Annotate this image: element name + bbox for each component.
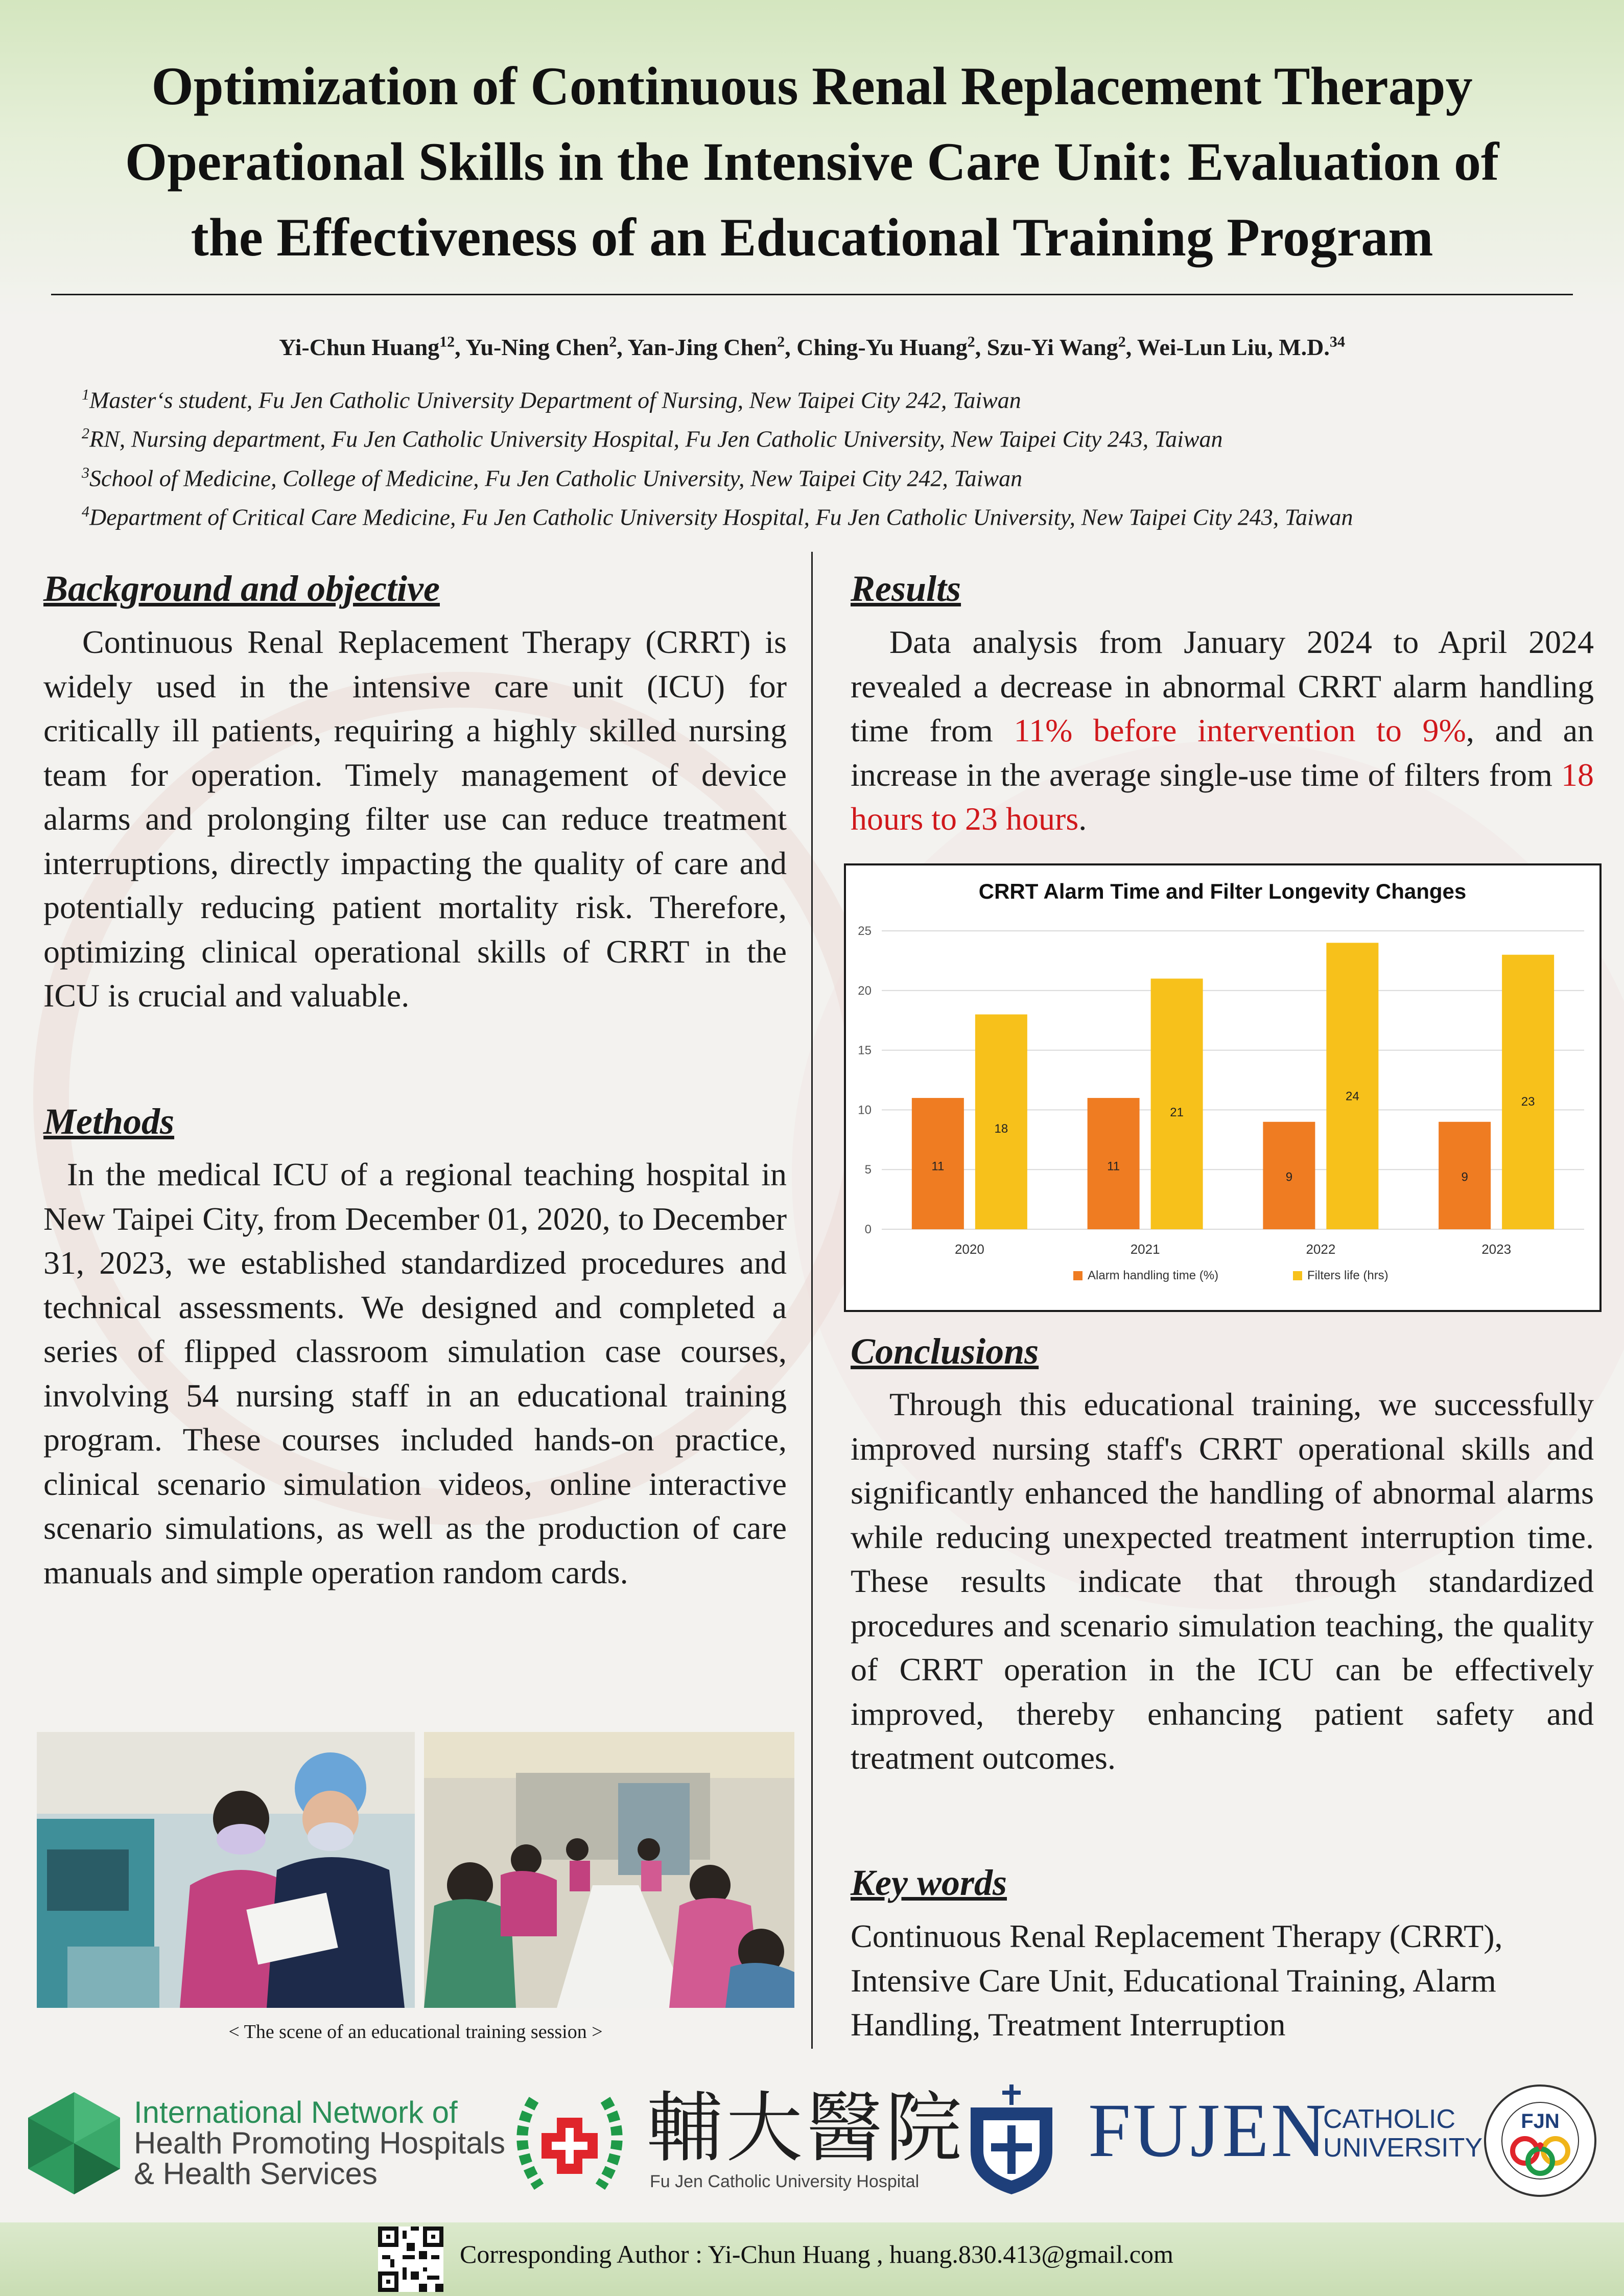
y-tick-label: 15 [858,1043,872,1058]
keywords-heading: Key words [851,1862,1007,1903]
chart-bar [1326,943,1378,1229]
bar-value-label: 23 [1521,1095,1535,1109]
nursing-seal-icon [1481,2079,1599,2202]
corresponding-author: Corresponding Author : Yi-Chun Huang , huang.830.413@gmail.com [460,2240,1173,2268]
title-line: Optimization of Continuous Renal Replacement Therapy [151,56,1473,116]
author: Yan-Jing Chen$^2$, [627,334,797,361]
y-tick-label: 25 [858,924,872,938]
qr-code-icon[interactable] [378,2227,443,2292]
chart-svg [846,865,1599,1310]
bar-value-label: 9 [1461,1170,1468,1184]
legend-label: Alarm handling time (%) [1088,1269,1219,1282]
column-divider [811,552,813,2049]
affiliation: $^1$Master‘s student, Fu Jen Catholic University Department of Nursing, New Taipei City 242, Taiwan [82,386,1021,413]
hospital-logo-cn: 輔大醫院 [646,2085,966,2171]
hph-logo-text: International Network of Health Promoting Hospitals & Health Services [134,2095,506,2191]
results-chart [844,863,1602,1312]
results-text: Data analysis from January 2024 to April 2024 revealed a decrease in abnormal CRRT alarm handling time from 11% before intervention to 9%, and an increase in the average single-use time of filters from 18 hours to 23 hours. [851,624,1594,837]
background-text: Continuous Renal Replacement Therapy (CRRT) is widely used in the intensive care unit (ICU) for critically ill patients, requiring a highly skilled nursing team for operation. Timely management of device alarms and prolonging filter use can reduce treatment interruptions, directly impacting the quality of care and potentially reducing patient mortality risk. Therefore, optimizing clinical operational skills of CRRT in the ICU is crucial and valuable. [43,624,787,1014]
affiliation: $^3$School of Medicine, College of Medicine, Fu Jen Catholic University, New Taipei City 242, Taiwan [82,464,1023,491]
bar-value-label: 24 [1346,1089,1359,1104]
affiliation-list [82,378,1563,534]
author-list [51,327,1573,363]
conclusions-text: Through this educational training, we successfully improved nursing staff's CRRT operational skills and significantly enhanced the handling of abnormal alarms while reducing unexpected treatment interruption time. These results indicate that through standardized procedures and scenario simulation teaching, the quality of CRRT operation in the ICU can be effectively improved, thereby enhancing patient safety and treatment outcomes. [851,1386,1594,1776]
hph-globe-icon [23,2090,125,2197]
fujen-logo-wordmark: FUJEN [1088,2088,1329,2173]
affiliation: $^4$Department of Critical Care Medicine, Fu Jen Catholic University Hospital, Fu Jen Catholic University, New Taipei City 243, Taiwan [82,503,1353,530]
y-tick-label: 20 [858,983,872,998]
author: Yi-Chun Huang$^{12}$, [279,334,466,361]
background-heading: Background and objective [43,568,440,609]
legend-swatch [1293,1271,1302,1280]
methods-text: In the medical ICU of a regional teaching hospital in New Taipei City, from December 01, 2020, to December 31, 2023, we established standardized procedures and technical assessments. We designed and completed a series of flipped classroom simulation case courses, involving 54 nursing staff in an educational training program. These courses included hands-on practice, clinical scenario simulation videos, online interactive scenario simulations, as well as the production of care manuals and simple operation random cards. [43,1156,787,1590]
y-tick-label: 10 [858,1103,872,1117]
keywords-text: Continuous Renal Replacement Therapy (CRRT), Intensive Care Unit, Educational Training, Alarm Handling, Treatment Interruption [851,1918,1503,2043]
chart-bar [1502,955,1554,1229]
bar-value-label: 18 [994,1121,1008,1136]
laurel-cross-icon [503,2090,636,2197]
author: Ching-Yu Huang$^2$, [796,334,987,361]
bar-value-label: 11 [931,1159,945,1174]
conclusions-heading: Conclusions [851,1331,1039,1372]
title-divider [51,294,1573,295]
bar-value-label: 11 [1107,1159,1120,1174]
training-photo-1 [37,1732,415,2008]
bar-value-label: 21 [1170,1106,1184,1120]
results-highlight-alarm: 11% before intervention to 9% [1014,712,1466,748]
y-tick-label: 5 [864,1163,872,1177]
legend-swatch [1073,1271,1082,1280]
bar-value-label: 9 [1285,1170,1293,1184]
photo-caption: < The scene of an educational training session > [228,2021,603,2043]
title-line: Operational Skills in the Intensive Care Unit: Evaluation of [125,132,1499,192]
chart-bar [1151,978,1203,1229]
author: Szu-Yi Wang$^2$, [986,334,1137,361]
seal-fjn-text: FJN [1521,2110,1560,2133]
fujen-logo-subtitle: CATHOLIC UNIVERSITY [1323,2104,1483,2163]
x-tick-label: 2022 [1306,1241,1336,1257]
affiliation: $^2$RN, Nursing department, Fu Jen Catholic University Hospital, Fu Jen Catholic University, New Taipei City 243, Taiwan [82,425,1223,452]
legend-label: Filters life (hrs) [1307,1269,1388,1282]
y-tick-label: 0 [864,1223,872,1236]
methods-heading: Methods [43,1101,175,1142]
training-photo-2 [424,1732,794,2008]
hospital-logo-en: Fu Jen Catholic University Hospital [650,2172,920,2191]
author: Yu-Ning Chen$^2$, [465,334,628,361]
author: Wei-Lun Liu, M.D.$^{34}$ [1137,334,1345,361]
results-highlight-filter: 18 hours to 23 hours [851,756,1594,837]
x-tick-label: 2023 [1481,1241,1512,1257]
x-tick-label: 2021 [1130,1241,1160,1257]
fujen-shield-icon [960,2084,1063,2197]
x-tick-label: 2020 [954,1241,984,1257]
poster-title [51,49,1573,275]
title-line: the Effectiveness of an Educational Training Program [191,207,1433,267]
chart-title: CRRT Alarm Time and Filter Longevity Changes [978,879,1467,903]
results-heading: Results [851,568,961,609]
